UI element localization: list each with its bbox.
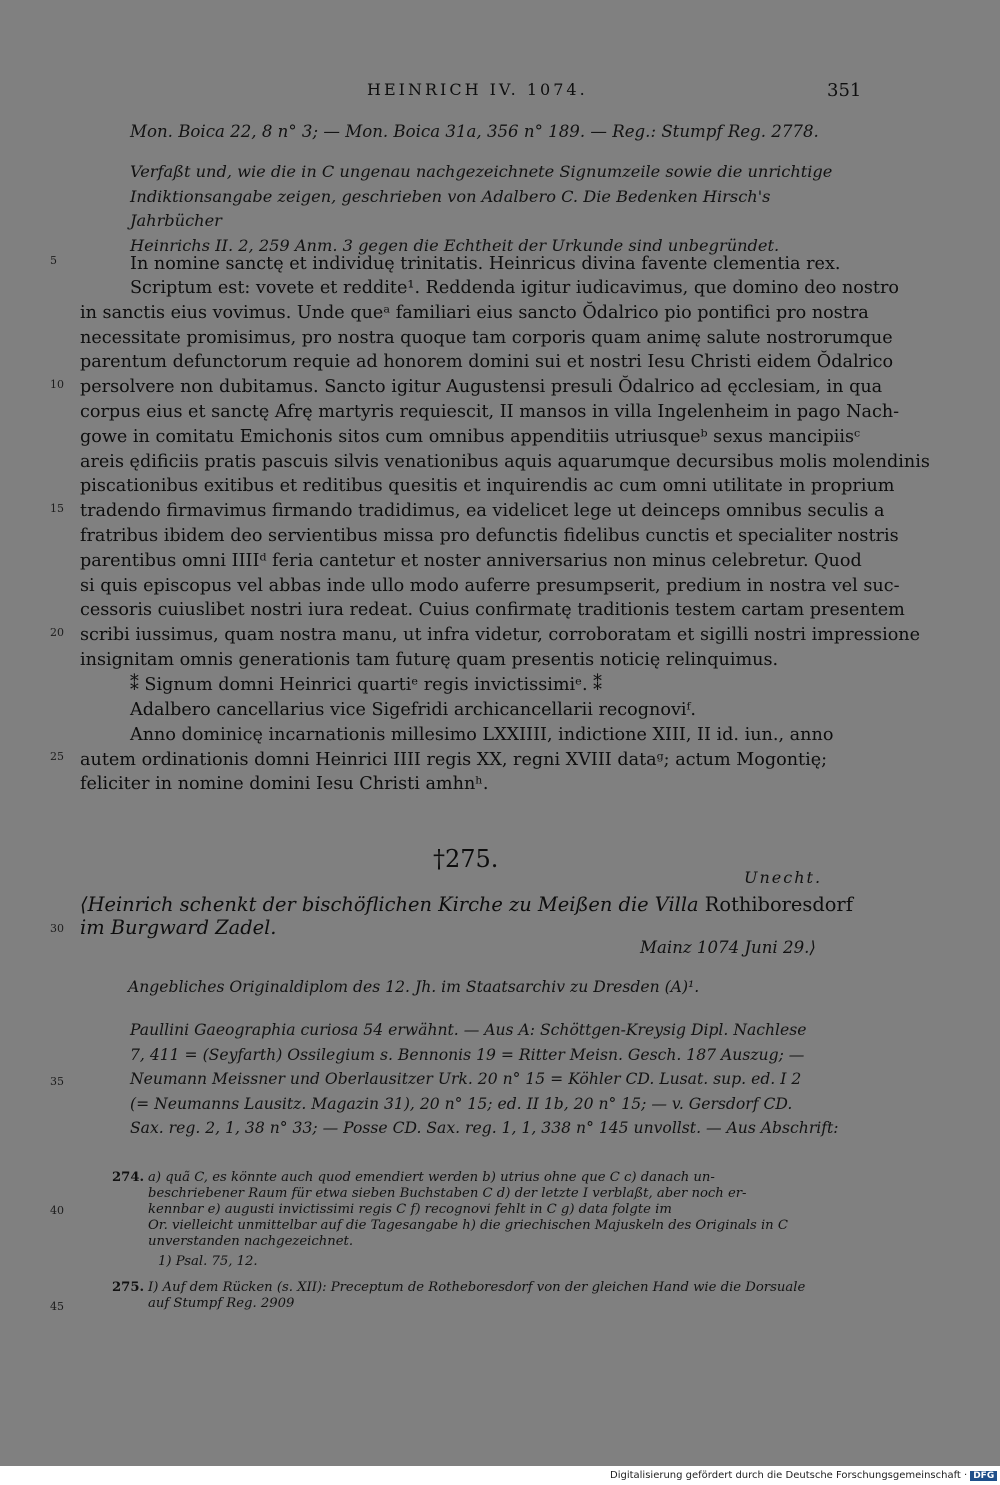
- footnote-line: a) quã C, es könnte auch quod emendiert werden b) utrius ohne que C c) danach un-: [148, 1170, 715, 1185]
- edition-line: (= Neumanns Lausitz. Magazin 31), 20 n° 15; ed. II 1b, 20 n° 15; — v. Gersdorf CD.: [130, 1094, 793, 1113]
- line-number: 25: [50, 750, 64, 763]
- dating-line: Anno dominicę incarnationis millesimo LXXIIII, indictione XIII, II id. iun., anno: [130, 725, 834, 745]
- line-number: 10: [50, 378, 64, 391]
- signum-line: ⁑ Signum domni Heinrici quartiᵉ regis invictissimiᵉ. ⁑: [130, 675, 602, 695]
- footnote-line: Or. vielleicht unmittelbar auf die Tagesangabe h) die griechischen Majuskeln des Originals in C: [148, 1218, 788, 1233]
- credit-text: Digitalisierung gefördert durch die Deutsche Forschungsgemeinschaft ·: [610, 1470, 968, 1481]
- text-line: areis ędificiis pratis pascuis silvis venationibus aquis aquarumque decursibus molis molendinis: [80, 452, 930, 472]
- footnote-line: unverstanden nachgezeichnet.: [148, 1234, 354, 1249]
- dfg-logo: DFG: [970, 1471, 997, 1481]
- running-title: HEINRICH IV. 1074.: [367, 80, 588, 99]
- text-line: gowe in comitatu Emichonis sitos cum omnibus appenditiis utriusqueᵇ sexus mancipiisᶜ: [80, 427, 861, 447]
- editions-list: [130, 1018, 860, 1141]
- tradition-note: Angebliches Originaldiplom des 12. Jh. im Staatsarchiv zu Dresden (A)¹.: [128, 978, 700, 996]
- text-line: tradendo firmavimus firmando tradidimus, ea videlicet lege ut deinceps omnibus seculis a: [80, 501, 885, 521]
- funding-credit: [610, 1470, 997, 1481]
- remark-line: Indiktionsangabe zeigen, geschrieben von Adalbero C. Die Bedenken Hirsch's Jahrbücher: [130, 186, 771, 230]
- remark-line: Verfaßt und, wie die in C ungenau nachgezeichnete Signumzeile sowie die unrichtige: [130, 162, 833, 181]
- regest-text: ⟨Heinrich schenkt der bischöflichen Kirche zu Meißen die Villa: [80, 893, 699, 916]
- line-number: 15: [50, 502, 64, 515]
- sources-274: Mon. Boica 22, 8 n° 3; — Mon. Boica 31a, 356 n° 189. — Reg.: Stumpf Reg. 2778.: [130, 122, 819, 141]
- line-number: 45: [50, 1300, 64, 1313]
- edition-line: 7, 411 = (Seyfarth) Ossilegium s. Bennonis 19 = Ritter Meisn. Gesch. 187 Auszug; —: [130, 1045, 805, 1064]
- regest-line-2: im Burgward Zadel.: [80, 916, 277, 939]
- edition-line: Paullini Gaeographia curiosa 54 erwähnt. — Aus A: Schöttgen-Kreysig Dipl. Nachlese: [130, 1021, 807, 1039]
- footnote-line: beschriebener Raum für etwa sieben Buchstaben C d) der letzte I verblaßt, aber noch er-: [148, 1186, 747, 1201]
- text-line: scribi iussimus, quam nostra manu, ut infra videtur, corroboratam et sigilli nostri impressione: [80, 625, 921, 645]
- line-number: 5: [50, 254, 57, 267]
- text-line: si quis episcopus vel abbas inde ullo modo auferre presumpserit, predium in nostra vel suc-: [80, 576, 900, 596]
- recognition-line: Adalbero cancellarius vice Sigefridi archicancellarii recognoviᶠ.: [130, 700, 696, 720]
- edition-line: Sax. reg. 2, 1, 38 n° 33; — Posse CD. Sax. reg. 1, 1, 338 n° 145 unvollst. — Aus Abschrift:: [130, 1119, 839, 1137]
- text-line: necessitate promisimus, pro nostra quoque tam corporis quam animę salute nostrorumque: [80, 328, 893, 348]
- footnote-label: 275.: [112, 1280, 145, 1295]
- document-number: †275.: [433, 845, 499, 873]
- line-number: 30: [50, 922, 64, 935]
- footnote-line: auf Stumpf Reg. 2909: [148, 1296, 295, 1311]
- text-line: in sanctis eius vovimus. Unde queᵃ familiari eius sancto Ŏdalrico pio pontifici pro nostra: [80, 303, 869, 323]
- text-line: persolvere non dubitamus. Sancto igitur Augustensi presuli Ŏdalrico ad ęcclesiam, in qua: [80, 377, 883, 397]
- page-number: 351: [827, 80, 862, 101]
- dating-line: feliciter in nomine domini Iesu Christi amhnʰ.: [80, 774, 489, 794]
- text-line: piscationibus exitibus et reditibus quesitis et inquirendis ac cum omni utilitate in proprium: [80, 476, 895, 496]
- place-name: Rothiboresdorf: [704, 893, 853, 916]
- text-line: corpus eius et sanctę Afrę martyris requiescit, II mansos in villa Ingelenheim in pago Nach-: [80, 402, 900, 422]
- line-number: 40: [50, 1204, 64, 1217]
- regest-line-1: [80, 893, 853, 916]
- line-number: 35: [50, 1075, 64, 1088]
- footnote-label: 274.: [112, 1170, 145, 1185]
- footnote-line: I) Auf dem Rücken (s. XII): Preceptum de Rotheboresdorf von der gleichen Hand wie die Dorsuale: [148, 1280, 806, 1295]
- footnote-line: kennbar e) augusti invictissimi regis C f) recognovi fehlt in C g) data folgte im: [148, 1202, 672, 1217]
- text-line: Scriptum est: vovete et reddite¹. Reddenda igitur iudicavimus, que domino deo nostro: [130, 278, 899, 298]
- footnote-line: 1) Psal. 75, 12.: [158, 1254, 258, 1269]
- line-number: 20: [50, 626, 64, 639]
- edition-line: Neumann Meissner und Oberlausitzer Urk. 20 n° 15 = Köhler CD. Lusat. sup. ed. I 2: [130, 1070, 802, 1088]
- text-line: parentum defunctorum requie ad honorem domini sui et nostri Iesu Christi eidem Ŏdalrico: [80, 352, 894, 372]
- remark-line: Heinrichs II. 2, 259 Anm. 3 gegen die Echtheit der Urkunde sind unbegründet.: [130, 235, 780, 255]
- text-line: In nomine sanctę et individuę trinitatis. Heinricus divina favente clementia rex.: [130, 254, 841, 274]
- text-line: cessoris cuiuslibet nostri iura redeat. Cuius confirmatę traditionis testem cartam presentem: [80, 600, 905, 620]
- remark-274: [130, 160, 860, 258]
- text-line: parentibus omni IIIIᵈ feria cantetur et noster anniversarius non minus celebretur. Quod: [80, 551, 862, 571]
- dating-line: autem ordinationis domni Heinrici IIII regis XX, regni XVIII dataᵍ; actum Mogontię;: [80, 750, 828, 770]
- text-line: insignitam omnis generationis tam futurę quam presentis noticię relinquimus.: [80, 650, 779, 670]
- dateline: Mainz 1074 Juni 29.⟩: [640, 938, 816, 957]
- text-line: fratribus ibidem deo servientibus missa pro defunctis fidelibus cunctis et specialiter nostris: [80, 526, 899, 546]
- authenticity-status: Unecht.: [744, 868, 823, 887]
